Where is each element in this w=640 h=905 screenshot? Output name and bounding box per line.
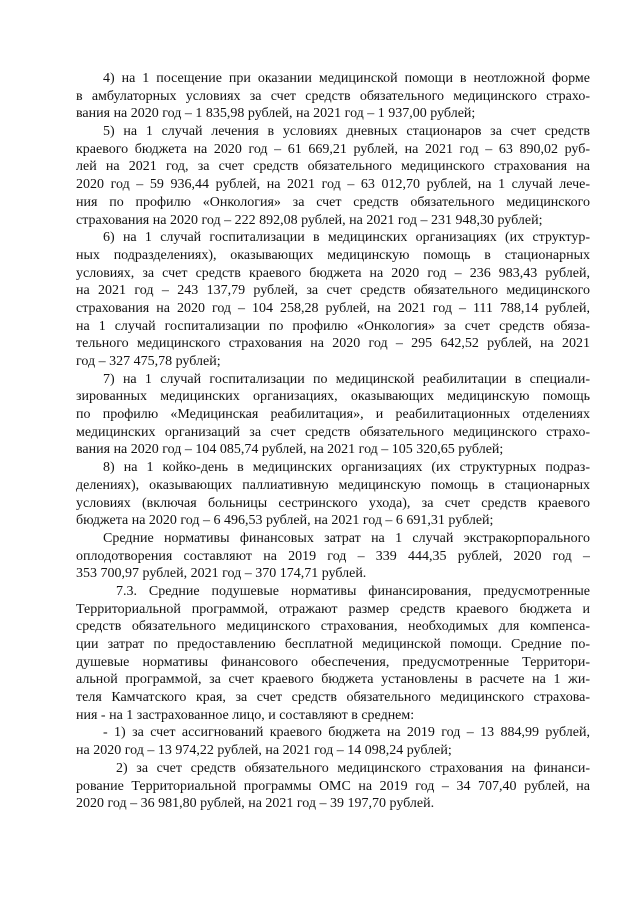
text-line: страхования на 2020 год – 104 258,28 рублей, на 2021 год – 111 788,14 рублей, bbox=[76, 300, 590, 316]
paragraph bbox=[76, 724, 590, 759]
text-line: 7) на 1 случай госпитализации по медицинской реабилитации в специали- bbox=[103, 371, 590, 387]
text-line: 2) за счет средств обязательного медицинского страхования на финанси- bbox=[116, 760, 590, 776]
text-line: на 2020 год – 13 974,22 рублей, на 2021 год – 14 098,24 рублей; bbox=[76, 743, 452, 759]
paragraph bbox=[76, 371, 590, 459]
text-line: оплодотворения составляют на 2019 год – 339 444,35 рублей, 2020 год – bbox=[76, 548, 590, 564]
text-line: условиях, за счет средств краевого бюджета на 2020 год – 236 983,43 рублей, bbox=[76, 265, 590, 281]
text-line: условиях (включая больницы сестринского ухода), за счет средств краевого bbox=[76, 495, 590, 511]
text-line: лей на 2021 год, за счет средств обязательного медицинского страхования на bbox=[76, 159, 590, 175]
text-line: медицинских организаций за счет средств обязательного медицинского страхо- bbox=[76, 424, 590, 440]
text-line: 2020 год – 59 936,44 рублей, на 2021 год – 63 012,70 рублей, на 1 случай лече- bbox=[76, 177, 590, 193]
text-line: в амбулаторных условиях за счет средств обязательного медицинского страхо- bbox=[76, 88, 590, 104]
paragraph bbox=[76, 459, 590, 530]
text-line: ния по профилю «Онкология» за счет средств обязательного медицинского bbox=[76, 194, 590, 210]
text-line: - 1) за счет ассигнований краевого бюджета на 2019 год – 13 884,99 рублей, bbox=[103, 725, 590, 741]
paragraph bbox=[76, 760, 590, 813]
text-line: страхования на 2020 год – 222 892,08 рублей, на 2021 год – 231 948,30 рублей; bbox=[76, 212, 543, 228]
paragraph bbox=[76, 70, 590, 123]
paragraph bbox=[76, 229, 590, 371]
text-line: 6) на 1 случай госпитализации в медицинских организациях (их структур- bbox=[103, 230, 590, 246]
text-line: душевые нормативы финансового обеспечения, предусмотренные Территори- bbox=[76, 654, 590, 670]
text-line: альной программой, за счет краевого бюджета установлены в расчете на 1 жи- bbox=[76, 672, 590, 688]
document-body bbox=[76, 70, 590, 813]
text-line: ния - на 1 застрахованное лицо, и составляют в среднем: bbox=[76, 707, 415, 723]
paragraph bbox=[76, 530, 590, 583]
text-line: теля Камчатского края, за счет средств обязательного медицинского страхова- bbox=[76, 690, 590, 706]
text-line: на 2021 год – 243 137,79 рублей, за счет средств обязательного медицинского bbox=[76, 283, 590, 299]
text-line: Средние нормативы финансовых затрат на 1 случай экстракорпорального bbox=[103, 530, 590, 546]
text-line: рование Территориальной программы ОМС на 2019 год – 34 707,40 рублей, на bbox=[76, 778, 590, 794]
text-line: Территориальной программой, отражают размер средств краевого бюджета и bbox=[76, 601, 590, 617]
text-line: зированных медицинских организациях, оказывающих медицинскую помощь bbox=[76, 389, 590, 405]
text-line: вания на 2020 год – 104 085,74 рублей, на 2021 год – 105 320,65 рублей; bbox=[76, 442, 504, 458]
text-line: 2020 год – 36 981,80 рублей, на 2021 год – 39 197,70 рублей. bbox=[76, 796, 435, 812]
text-line: средств обязательного медицинского страхования, необходимых для компенса- bbox=[76, 619, 590, 635]
text-line: вания на 2020 год – 1 835,98 рублей, на 2021 год – 1 937,00 рублей; bbox=[76, 106, 476, 122]
text-line: краевого бюджета на 2020 год – 61 669,21 рублей, на 2021 год – 63 890,02 руб- bbox=[76, 141, 590, 157]
text-line: по профилю «Медицинская реабилитация», и реабилитационных отделениях bbox=[76, 407, 590, 423]
text-line: на 1 случай госпитализации по профилю «Онкология» за счет средств обяза- bbox=[76, 318, 590, 334]
text-line: 5) на 1 случай лечения в условиях дневных стационаров за счет средств bbox=[103, 124, 590, 140]
text-line: 7.3. Средние подушевые нормативы финансирования, предусмотренные bbox=[116, 583, 590, 599]
text-line: 353 700,97 рублей, 2021 год – 370 174,71 рублей. bbox=[76, 566, 367, 582]
text-line: ции затрат по предоставлению бесплатной медицинской помощи. Средние по- bbox=[76, 637, 590, 652]
text-line: 4) на 1 посещение при оказании медицинской помощи в неотложной форме bbox=[103, 71, 590, 86]
text-line: тельного медицинского страхования на 2020 год – 295 642,52 рублей, на 2021 bbox=[76, 336, 590, 352]
text-line: делениях), оказывающих паллиативную медицинскую помощь в стационарных bbox=[76, 477, 590, 493]
text-line: год – 327 475,78 рублей; bbox=[76, 354, 221, 369]
text-line: 8) на 1 койко-день в медицинских организациях (их структурных подраз- bbox=[103, 460, 590, 476]
text-line: бюджета на 2020 год – 6 496,53 рублей, на 2021 год – 6 691,31 рублей; bbox=[76, 513, 494, 529]
text-line: ных подразделениях), оказывающих медицинскую помощь в стационарных bbox=[76, 247, 590, 263]
paragraph bbox=[76, 123, 590, 229]
paragraph bbox=[76, 583, 590, 725]
